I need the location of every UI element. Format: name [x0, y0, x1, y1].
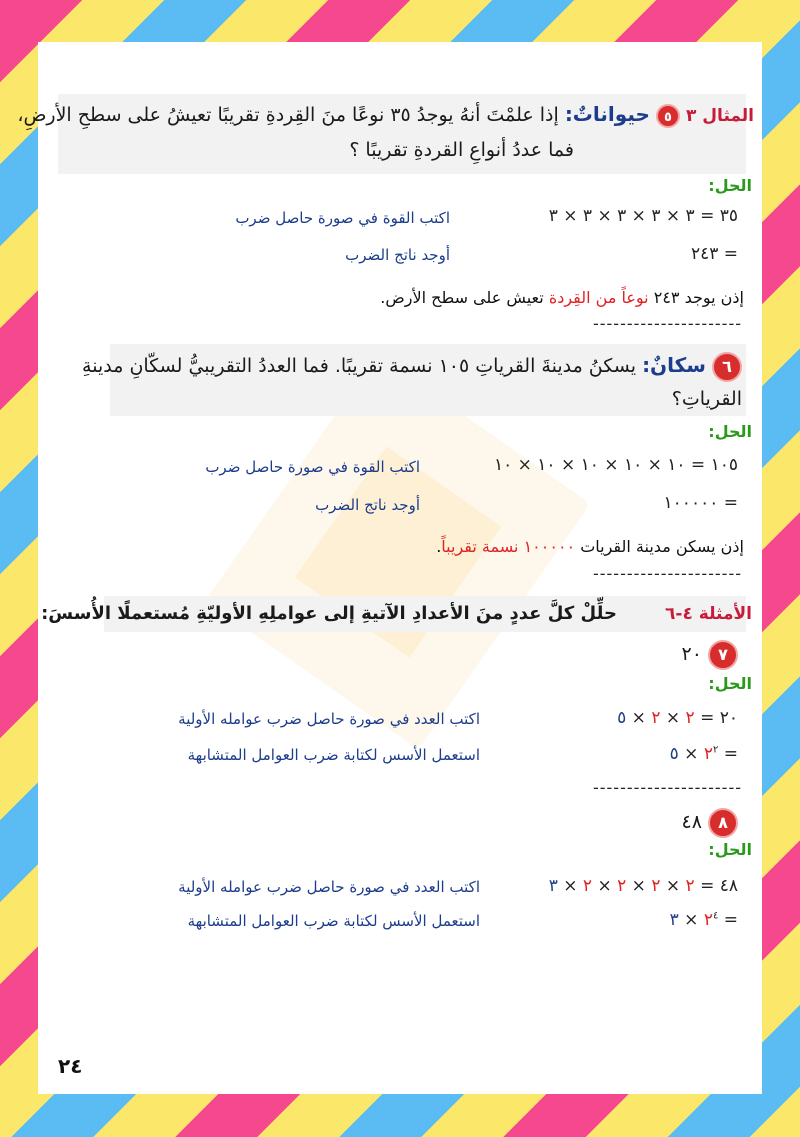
eq-factor: ٣	[669, 910, 679, 930]
problem-6-line2: القرياتِ؟	[671, 388, 742, 410]
problem-number-value: ٢٠	[681, 643, 702, 665]
problem-7	[682, 640, 738, 670]
eq-base: ٢	[703, 910, 713, 930]
eq-factor: ٢	[685, 876, 695, 896]
eq-factor: ٢	[685, 708, 695, 728]
answer-part: .	[436, 537, 442, 556]
eq-base: ٢	[703, 744, 713, 764]
answer-sentence	[380, 288, 744, 307]
eq-left: ٤٨ =	[694, 876, 738, 896]
question-text: إذا علمْتَ أنهُ يوجدُ ٣٥ نوعًا منَ القِردةِ تقريبًا تعيشُ على سطحِ الأرضِ،	[17, 104, 559, 126]
eq-exponent: ٤	[712, 910, 719, 922]
eq-left: ٢٠ =	[694, 708, 738, 728]
solution-label: الحل:	[708, 674, 752, 693]
topic-animals: حيواناتٌ:	[564, 102, 650, 126]
problem-5-line1	[17, 102, 754, 128]
section-heading	[41, 602, 752, 624]
equation: = $٢^٢$ × ٥	[669, 744, 738, 764]
problem-number-badge: ٦	[712, 352, 742, 382]
example-label: المثال ٣	[686, 106, 754, 126]
eq-factor: ٥	[617, 708, 627, 728]
problem-5-line2: فما عددُ أنواعِ القردةِ تقريبًا ؟	[349, 139, 574, 161]
page-number: ٢٤	[58, 1054, 83, 1078]
equation: ١٠٥ = ١٠ × ١٠ × ١٠ × ١٠ × ١٠	[493, 455, 738, 475]
answer-highlight: نوعاً من القِردة	[548, 288, 649, 307]
eq-factor: ٢	[651, 708, 661, 728]
problem-6-line1	[82, 352, 742, 382]
eq-factor: ٢	[582, 876, 593, 896]
step-hint: اكتب العدد في صورة حاصل ضرب عوامله الأولية	[178, 710, 480, 728]
answer-part: إذن يسكن مدينة القريات	[575, 537, 744, 556]
equation: = $٢^٤$ × ٣	[669, 910, 738, 930]
equation: ٢٠ = ٢ × ٢ × ٥	[617, 708, 738, 728]
solution-label: الحل:	[708, 176, 752, 195]
eq-factor: ٥	[669, 744, 679, 764]
step-hint: أوجد ناتج الضرب	[345, 246, 450, 264]
problem-number-badge: ٥	[656, 104, 680, 128]
question-text: يسكنُ مدينةَ القرياتِ ١٠٥ نسمة تقريبًا. فما العددُ التقريبيُّ لسكّانِ مدينةِ	[82, 355, 637, 377]
equation: = ٢٤٣	[690, 244, 738, 264]
divider: ----------------------	[592, 314, 742, 333]
eq-factor: ٢	[617, 876, 627, 896]
step-hint: استعمل الأسس لكتابة ضرب العوامل المتشابهة	[187, 912, 480, 930]
step-hint: استعمل الأسس لكتابة ضرب العوامل المتشابهة	[187, 746, 480, 764]
answer-sentence	[436, 537, 744, 556]
solution-label: الحل:	[708, 422, 752, 441]
section-title: حلِّلْ كلَّ عددٍ منَ الأعدادِ الآتيةِ إلى عواملِهِ الأوليّةِ مُستعملًا الأُسسَ:	[41, 603, 617, 624]
step-hint: اكتب القوة في صورة حاصل ضرب	[205, 458, 420, 476]
eq-factor: ٢	[651, 876, 661, 896]
equation: = ١٠٠٠٠٠	[663, 493, 738, 513]
problem-8	[682, 808, 738, 838]
problem-number-badge: ٨	[708, 808, 738, 838]
problem-number-value: ٤٨	[681, 811, 702, 833]
eq-factor: ٣	[548, 876, 558, 896]
answer-part: إذن يوجد ٢٤٣	[648, 288, 744, 307]
section-label: الأمثلة ٤-٦	[665, 604, 752, 624]
solution-label: الحل:	[708, 840, 752, 859]
worksheet-page	[17, 42, 762, 1094]
equation: ٤٨ = ٢ × ٢ × ٢ × ٢ × ٣	[548, 876, 738, 896]
divider: ----------------------	[592, 564, 742, 583]
step-hint: أوجد ناتج الضرب	[315, 496, 420, 514]
eq-exponent: ٢	[712, 744, 719, 756]
answer-highlight: ١٠٠٠٠٠ نسمة تقريباً	[441, 537, 576, 556]
equation: ٣٥ = ٣ × ٣ × ٣ × ٣ × ٣	[548, 206, 738, 226]
step-hint: اكتب القوة في صورة حاصل ضرب	[235, 209, 450, 227]
divider: ----------------------	[592, 778, 742, 797]
problem-number-badge: ٧	[708, 640, 738, 670]
answer-part: تعيش على سطح الأرض.	[380, 288, 549, 307]
step-hint: اكتب العدد في صورة حاصل ضرب عوامله الأولية	[178, 878, 480, 896]
topic-population: سكانٌ:	[642, 353, 706, 377]
